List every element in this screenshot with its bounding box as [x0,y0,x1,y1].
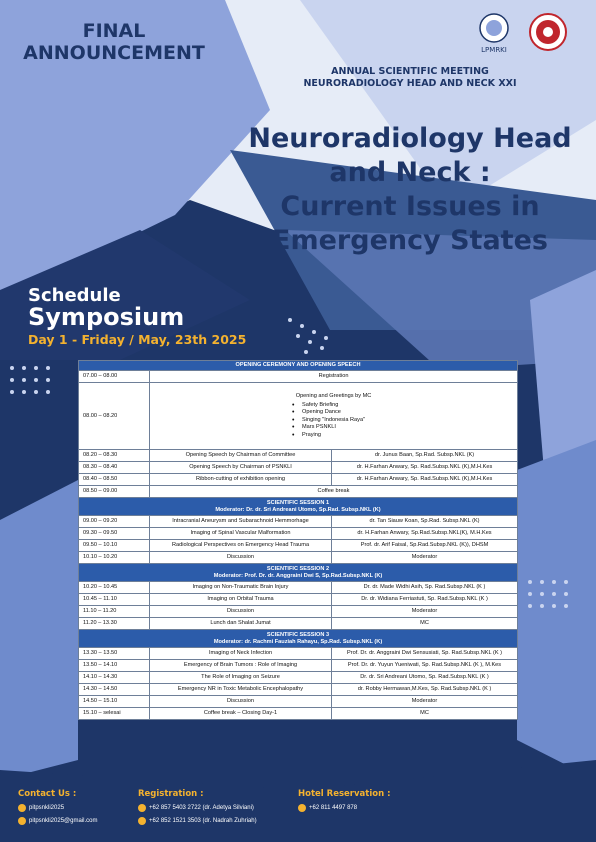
list-item: • Singing "Indonesia Raya" [152,417,515,425]
lpmrki-logo [480,14,508,54]
whatsapp-icon [138,817,146,825]
email-icon [18,817,26,825]
table-row [79,383,518,450]
title-line-2: and Neck : [329,157,491,188]
time-cell: 08.00 – 08.20 [79,383,150,450]
topic-cell: Opening Speech by Chairman of PSNKLI [150,462,332,474]
topic-cell: Intracranial Aneurysm and Subarachnoid Hemmorhage [150,516,332,528]
speaker-cell: dr. H.Farhan Anwary, Sp.Rad.Subsp.NKL(K), M.H.Kes [332,528,518,540]
opening-activity-cell [150,383,518,450]
table-row [79,371,518,383]
table-header-row [79,361,518,371]
topic-cell: Emergency of Brain Tumors : Role of Imaging [150,660,332,672]
hotel-section [298,789,390,812]
session-header-row [79,564,518,582]
list-item: • Safety Briefing [152,402,515,410]
session-header-row [79,498,518,516]
main-title [230,122,590,258]
table-row [79,660,518,672]
time-cell: 08.30 – 08.40 [79,462,150,474]
final-announcement-heading [14,20,214,64]
speaker-cell: MC [332,708,518,720]
table-row [79,672,518,684]
table-row [79,486,518,498]
hotel-phone[interactable]: +62 811 4497 878 [309,804,358,811]
topic-cell: Lunch dan Shalat Jumat [150,618,332,630]
topic-cell: Discussion [150,552,332,564]
topic-cell: The Role of Imaging on Seizure [150,672,332,684]
time-cell: 10.45 – 11.10 [79,594,150,606]
topic-cell: Imaging on Orbital Trauma [150,594,332,606]
table-row [79,582,518,594]
session-header-row [79,630,518,648]
whatsapp-icon [298,804,306,812]
table-row [79,618,518,630]
topic-cell: Discussion [150,696,332,708]
hotel-title: Hotel Reservation : [298,789,391,799]
whatsapp-icon [138,804,146,812]
opening-list [152,393,515,439]
day-heading: Day 1 - Friday / May, 23th 2025 [28,332,247,347]
time-cell: 10.10 – 10.20 [79,552,150,564]
speaker-cell: Moderator [332,552,518,564]
table-row [79,684,518,696]
list-item: • Opening Dance [152,409,515,417]
session-header [79,564,518,582]
topic-cell: Emergency NR in Toxic Metabolic Encephalopathy [150,684,332,696]
email-address[interactable]: pitpsnkli2025@gmail.com [29,817,98,824]
title-line-3: Current Issues in [280,191,540,222]
session-header [79,630,518,648]
table-row [79,450,518,462]
speaker-cell: Prof. Dr. dr. Yuyun Yueniwati, Sp. Rad.Subsp.NKL (K ), M.Kes [332,660,518,672]
topic-cell: Coffee break – Closing Day-1 [150,708,332,720]
topic-cell: Imaging of Neck Infection [150,648,332,660]
registration-title: Registration : [138,789,204,799]
organizer-logos [466,8,576,56]
contact-section [18,789,97,825]
meeting-subtitle [235,66,585,89]
title-line-4: Emergency States [272,225,548,256]
session-title: SCIENTIFIC SESSION 2 [266,565,330,572]
list-item: • Praying [152,432,515,440]
final-line-2: ANNOUNCEMENT [23,42,205,64]
psnkli-logo [530,14,566,50]
time-cell: 14.30 – 14.50 [79,684,150,696]
topic-cell: Discussion [150,606,332,618]
time-cell: 08.40 – 08.50 [79,474,150,486]
speaker-cell: dr. Tan Siauw Koan, Sp.Rad. Subsp.NKL (K) [332,516,518,528]
speaker-cell: Moderator [332,606,518,618]
table-row [79,540,518,552]
topic-cell: Imaging on Non-Traumatic Brain Injury [150,582,332,594]
session-title: SCIENTIFIC SESSION 3 [266,631,330,638]
registration-phone-row[interactable] [138,803,257,812]
time-cell: 10.20 – 10.45 [79,582,150,594]
session-moderator: Moderator: Prof. Dr. dr. Anggraini Dwi S, Sp.Rad.Subsp.NKL (K) [213,572,383,579]
time-cell: 09.30 – 09.50 [79,528,150,540]
table-row [79,552,518,564]
opening-header: OPENING CEREMONY AND OPENING SPEECH [79,361,518,371]
table-row [79,462,518,474]
activity-cell: Coffee break [150,486,518,498]
list-item: • Mars PSNKLI [152,424,515,432]
lpmrki-logo-text: LPMRKI [481,46,507,54]
registration-section [138,789,257,825]
speaker-cell: dr. Junus Baan, Sp.Rad. Subsp.NKL (K) [332,450,518,462]
time-cell: 11.20 – 13.30 [79,618,150,630]
topic-cell: Radiological Perspectives on Emergency Head Trauma [150,540,332,552]
table-row [79,648,518,660]
time-cell: 15.10 – selesai [79,708,150,720]
table-row [79,606,518,618]
table-row [79,516,518,528]
instagram-row[interactable] [18,803,97,812]
time-cell: 13.50 – 14.10 [79,660,150,672]
table-row [79,696,518,708]
speaker-cell: Prof. Dr. dr. Anggraini Dwi Sensusiati, Sp. Rad.Subsp.NKL (K ) [332,648,518,660]
time-cell: 08.50 – 09.00 [79,486,150,498]
schedule-heading: Schedule [28,285,121,306]
time-cell: 11.10 – 11.20 [79,606,150,618]
schedule-table [78,360,518,720]
time-cell: 14.10 – 14.30 [79,672,150,684]
speaker-cell: Dr. dr. Sri Andreani Utomo, Sp. Rad.Subsp.NKL (K ) [332,672,518,684]
registration-phone-1[interactable]: +62 857 5403 2722 (dr. Adetya Silviani) [149,804,254,811]
instagram-icon [18,804,26,812]
table-row [79,474,518,486]
topic-cell: Opening Speech by Chairman of Committee [150,450,332,462]
speaker-cell: Prof. dr. Arif Faisal, Sp.Rad.Subsp.NKL (K)), DHSM [332,540,518,552]
meeting-line-1: ANNUAL SCIENTIFIC MEETING [331,66,489,77]
speaker-cell: Moderator [332,696,518,708]
table-row [79,528,518,540]
speaker-cell: dr. H.Farhan Anwary, Sp. Rad.Subsp.NKL (K),M.H.Kes [332,462,518,474]
registration-phone-2[interactable]: +62 852 1521 3503 (dr. Nadrah Zuhriah) [149,817,257,824]
time-cell: 09.00 – 09.20 [79,516,150,528]
time-cell: 14.50 – 15.10 [79,696,150,708]
speaker-cell: Dr. dr. Made Widhi Asih, Sp. Rad.Subsp.NKL (K ) [332,582,518,594]
topic-cell: Imaging of Spinal Vascular Malformation [150,528,332,540]
title-line-1: Neuroradiology Head [248,123,572,154]
activity-cell: Registration [150,371,518,383]
instagram-handle[interactable]: pitpsnkli2025 [29,804,65,811]
session-header [79,498,518,516]
time-cell: 08.20 – 08.30 [79,450,150,462]
list-item: Opening and Greetings by MC [295,393,372,399]
time-cell: 07.00 – 08.00 [79,371,150,383]
speaker-cell: dr. Robby Hermawan,M.Kes, Sp. Rad.Subsp.NKL (K ) [332,684,518,696]
time-cell: 09.50 – 10.10 [79,540,150,552]
hotel-phone-row[interactable] [298,803,390,812]
speaker-cell: MC [332,618,518,630]
time-cell: 13.30 – 13.50 [79,648,150,660]
session-moderator: Moderator: Dr. dr. Sri Andreani Utomo, Sp.Rad. Subsp.NKL (K) [215,506,381,513]
symposium-heading: Symposium [28,303,185,331]
final-line-1: FINAL [82,20,146,42]
registration-phone-row[interactable] [138,816,257,825]
speaker-cell: dr. H.Farhan Anwary, Sp. Rad.Subsp.NKL (K),M.H.Kes [332,474,518,486]
meeting-line-2: NEURORADIOLOGY HEAD AND NECK XXI [303,77,517,89]
table-row [79,594,518,606]
table-row [79,708,518,720]
email-row[interactable] [18,816,97,825]
topic-cell: Ribbon-cutting of exhibition opening [150,474,332,486]
contact-title: Contact Us : [18,789,77,799]
speaker-cell: Dr. dr. Widiana Ferriastuti, Sp. Rad.Subsp.NKL (K ) [332,594,518,606]
session-title: SCIENTIFIC SESSION 1 [266,499,330,506]
session-moderator: Moderator: dr. Rachmi Fauziah Rahayu, Sp.Rad. Subsp.NKL (K) [213,638,383,645]
